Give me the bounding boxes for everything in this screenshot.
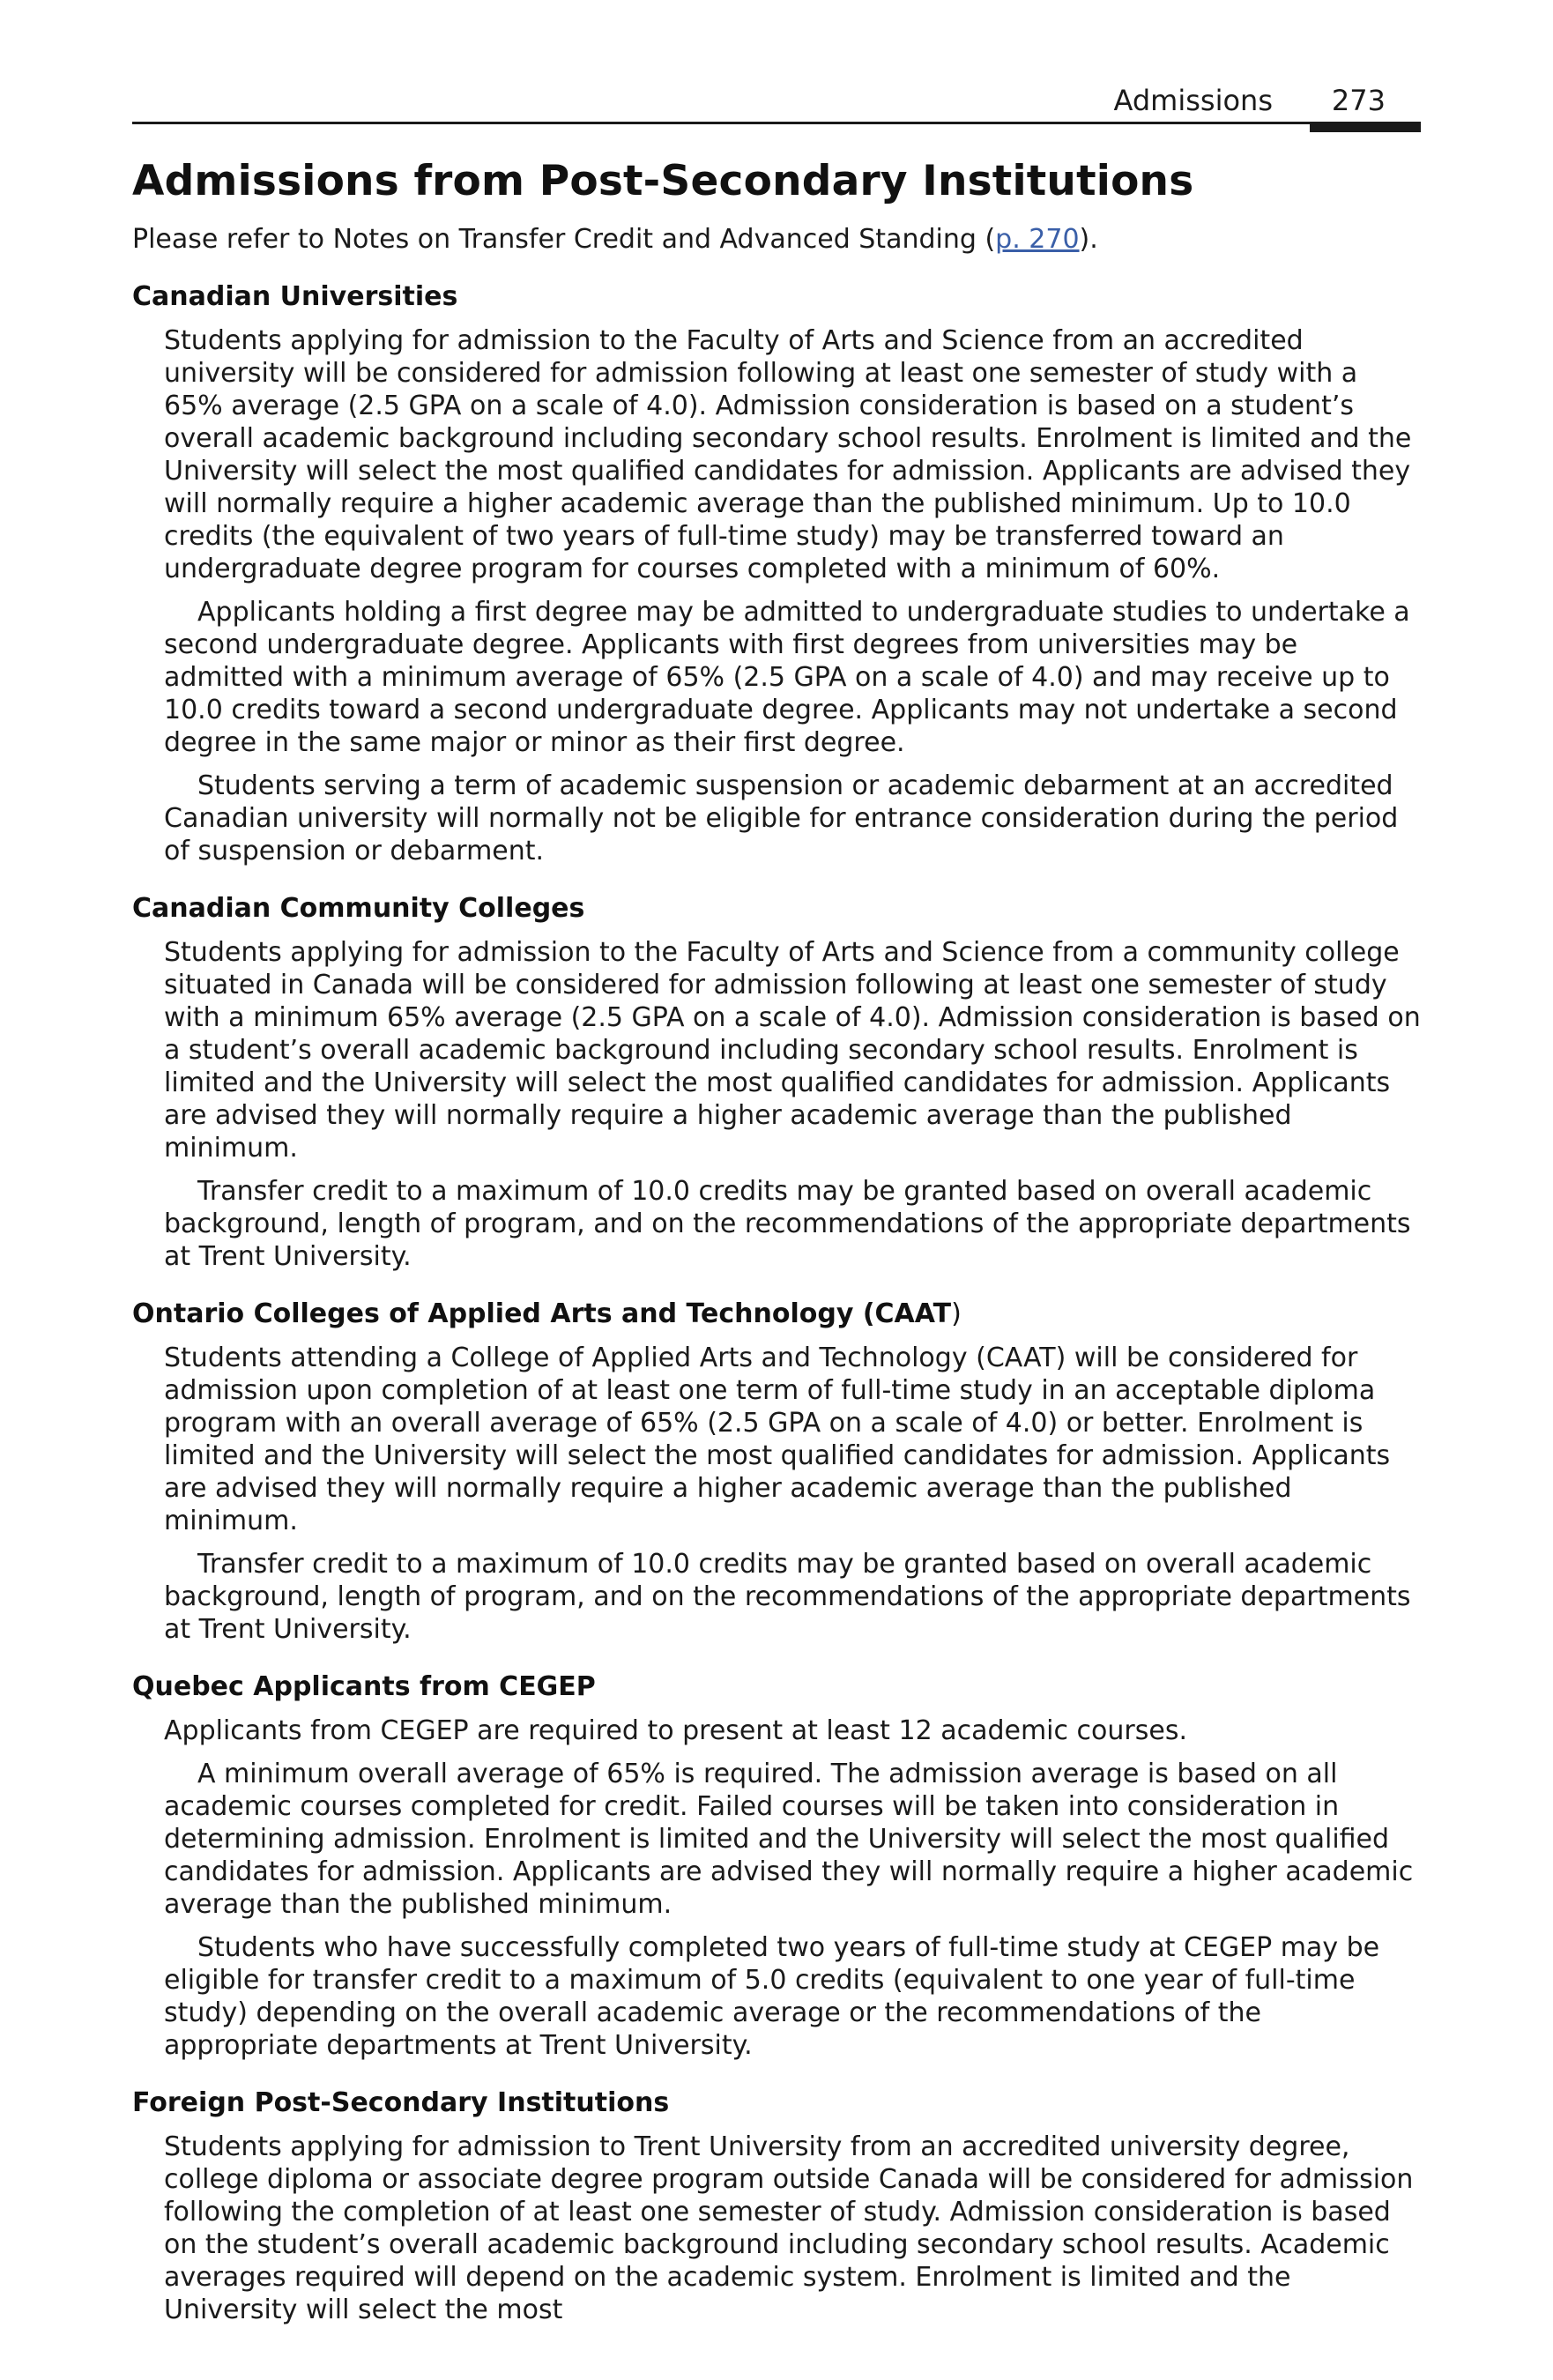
section-heading: Quebec Applicants from CEGEP [132,1671,596,1702]
running-header [132,78,1421,130]
section-body [164,1342,1421,1646]
section-heading [132,1298,1421,1331]
section-canadian-universities [132,280,1421,867]
section-heading: Canadian Community Colleges [132,893,585,924]
header-page-number: 273 [1331,84,1386,117]
header-rule [132,122,1421,124]
section-body [164,936,1421,1273]
page-reference-link[interactable]: p. 270 [995,224,1080,255]
section-foreign-institutions [132,2086,1421,2326]
paragraph: Transfer credit to a maximum of 10.0 credits may be granted based on overall academic background, length of program, and on the recommendations of the appropriate departments at Trent University. [164,1176,1411,1272]
section-community-colleges [132,892,1421,1273]
header-tab-bar [1310,122,1421,132]
section-heading-text: Ontario Colleges of Applied Arts and Technology (CAAT [132,1298,952,1329]
page-title: Admissions from Post-Secondary Institutions [132,157,1194,205]
paragraph: Students serving a term of academic suspension or academic debarment at an accredited Canadian university will normally not be eligible for entrance consideration during the period of suspension or debarment. [164,770,1399,866]
section-body [164,2131,1421,2326]
paragraph: Transfer credit to a maximum of 10.0 credits may be granted based on overall academic background, length of program, and on the recommendations of the appropriate departments at Trent University. [164,1549,1411,1645]
section-heading: Canadian Universities [132,281,458,312]
header-section-name: Admissions [1113,84,1273,117]
section-cegep [132,1670,1421,2062]
paragraph: Students applying for admission to the Faculty of Arts and Science from an accredited university will be considered for admission following at least one semester of study with a 65% average (2.5 GPA on a scale of 4.0). Admission consideration is based on a student’s overall academic background including secondary school results. Enrolment is limited and the University will select the most qualified candidates for admission. Applicants are advised they will normally require a higher academic average than the published minimum. Up to 10.0 credits (the equivalent of two years of full-time study) may be transferred toward an undergraduate degree program for courses completed with a minimum of 60%. [164,325,1412,584]
section-heading: Foreign Post-Secondary Institutions [132,2087,670,2118]
section-caat [132,1298,1421,1646]
paragraph: A minimum overall average of 65% is required. The admission average is based on all academic courses completed for credit. Failed courses will be taken into consideration in determining admission. Enrolment is limited and the University will select the most qualified candidates for admission. Applicants are advised they will normally require a higher academic average than the published minimum. [164,1759,1414,1920]
paragraph: Students who have successfully completed two years of full-time study at CEGEP may be eligible for transfer credit to a maximum of 5.0 credits (equivalent to one year of full-time study) depending on the overall academic average or the recommendations of the appropriate departments at Trent University. [164,1932,1380,2061]
intro-paragraph [132,224,1421,256]
paragraph: Students applying for admission to the Faculty of Arts and Science from a community college situated in Canada will be considered for admission following at least one semester of study with a minimum 65% average (2.5 GPA on a scale of 4.0). Admission consideration is based on a student’s overall academic background including secondary school results. Enrolment is limited and the University will select the most qualified candidates for admission. Applicants are advised they will normally require a higher academic average than the published minimum. [164,937,1421,1164]
section-heading-paren: ) [951,1298,962,1329]
section-body [164,324,1421,867]
section-body [164,1714,1421,2062]
main-content [132,155,1421,2326]
paragraph: Applicants from CEGEP are required to present at least 12 academic courses. [164,1715,1187,1746]
paragraph: Students attending a College of Applied Arts and Technology (CAAT) will be considered for admission upon completion of at least one term of full-time study in an acceptable diploma program with an overall average of 65% (2.5 GPA on a scale of 4.0) or better. Enrolment is limited and the University will select the most qualified candidates for admission. Applicants are advised they will normally require a higher academic average than the published minimum. [164,1342,1391,1536]
paragraph: Applicants holding a first degree may be admitted to undergraduate studies to undertake a second undergraduate degree. Applicants with first degrees from universities may be admitted with a minimum average of 65% (2.5 GPA on a scale of 4.0) and may receive up to 10.0 credits toward a second undergraduate degree. Applicants may not undertake a second degree in the same major or minor as their first degree. [164,597,1410,758]
paragraph: Students applying for admission to Trent University from an accredited university degree, college diploma or associate degree program outside Canada will be considered for admission following the completion of at least one semester of study. Admission consideration is based on the student’s overall academic background including secondary school results. Academic averages required will depend on the academic system. Enrolment is limited and the University will select the most [164,2131,1414,2325]
intro-text-before: Please refer to Notes on Transfer Credit and Advanced Standing ( [132,224,996,255]
intro-text-after: ). [1079,224,1098,255]
